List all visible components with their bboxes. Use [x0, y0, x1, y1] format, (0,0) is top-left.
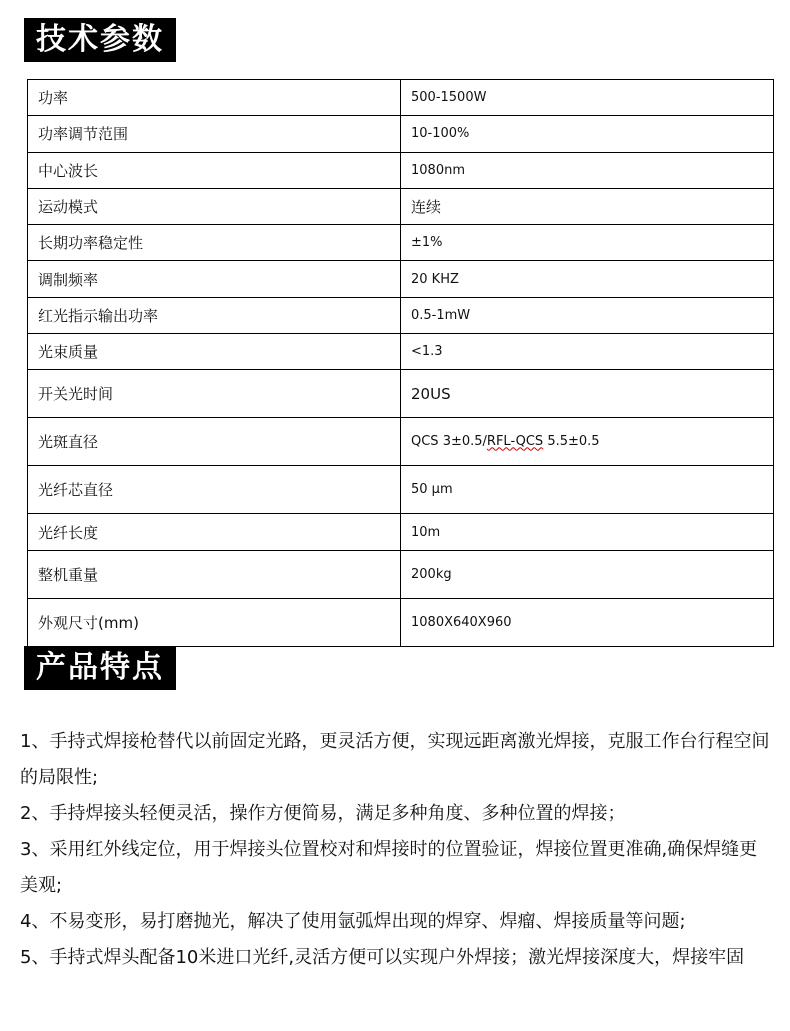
- spec-label: 中心波长: [28, 152, 401, 188]
- table-row: [28, 334, 774, 370]
- table-row: [28, 466, 774, 514]
- spec-label: 长期功率稳定性: [28, 225, 401, 261]
- feature-item: 1、手持式焊接枪替代以前固定光路，更灵活方便，实现远距离激光焊接，克服工作台行程空间的局限性;: [20, 731, 770, 788]
- spec-value: 0.5-1mW: [401, 297, 774, 333]
- spec-label: 光纤长度: [28, 514, 401, 550]
- table-row: [28, 418, 774, 466]
- feature-item: 3、采用红外线定位，用于焊接头位置校对和焊接时的位置验证，焊接位置更准确,确保焊缝更美观;: [20, 839, 758, 896]
- spec-label: 运动模式: [28, 188, 401, 224]
- spec-value: <1.3: [401, 334, 774, 370]
- spec-value: 20US: [401, 370, 774, 418]
- spec-value: 50 μm: [401, 466, 774, 514]
- table-row: [28, 188, 774, 224]
- table-row: [28, 116, 774, 152]
- feature-item: 2、手持焊接头轻便灵活，操作方便简易，满足多种角度、多种位置的焊接；: [20, 803, 626, 824]
- features-list: [20, 724, 770, 976]
- spec-value: 1080nm: [401, 152, 774, 188]
- table-row: [28, 514, 774, 550]
- feature-item: 5、手持式焊头配备10米进口光纤,灵活方便可以实现户外焊接；激光焊接深度大，焊接牢固: [20, 947, 745, 968]
- feature-item: 4、不易变形，易打磨抛光，解决了使用氩弧焊出现的焊穿、焊瘤、焊接质量等问题;: [20, 911, 686, 932]
- spec-table: [27, 79, 774, 647]
- spec-value: 10m: [401, 514, 774, 550]
- spec-label: 功率: [28, 80, 401, 116]
- spec-label: 光束质量: [28, 334, 401, 370]
- spec-value: 10-100%: [401, 116, 774, 152]
- spec-label: 光纤芯直径: [28, 466, 401, 514]
- spec-value: 连续: [401, 188, 774, 224]
- table-row: [28, 225, 774, 261]
- spec-label: 功率调节范围: [28, 116, 401, 152]
- table-row: [28, 297, 774, 333]
- specs-section-title: 技术参数: [24, 18, 176, 62]
- spec-value: ±1%: [401, 225, 774, 261]
- table-row: [28, 261, 774, 297]
- spec-label: 红光指示输出功率: [28, 297, 401, 333]
- spec-value-suffix: 5.5±0.5: [543, 434, 600, 450]
- table-row: [28, 370, 774, 418]
- spec-label: 整机重量: [28, 550, 401, 598]
- spec-label: 开关光时间: [28, 370, 401, 418]
- spec-value: 20 KHZ: [401, 261, 774, 297]
- spec-label: 外观尺寸(mm): [28, 598, 401, 646]
- table-row: [28, 152, 774, 188]
- table-row: [28, 80, 774, 116]
- table-row: [28, 550, 774, 598]
- spec-value: 200kg: [401, 550, 774, 598]
- spec-value: [401, 418, 774, 466]
- spec-value-underlined: RFL-QCS: [486, 434, 544, 450]
- table-row: [28, 598, 774, 646]
- spec-label: 光斑直径: [28, 418, 401, 466]
- spec-value: 500-1500W: [401, 80, 774, 116]
- spec-label: 调制频率: [28, 261, 401, 297]
- spec-value: 1080X640X960: [401, 598, 774, 646]
- features-section-title: 产品特点: [24, 646, 176, 690]
- spec-value-prefix: QCS 3±0.5/: [411, 434, 487, 450]
